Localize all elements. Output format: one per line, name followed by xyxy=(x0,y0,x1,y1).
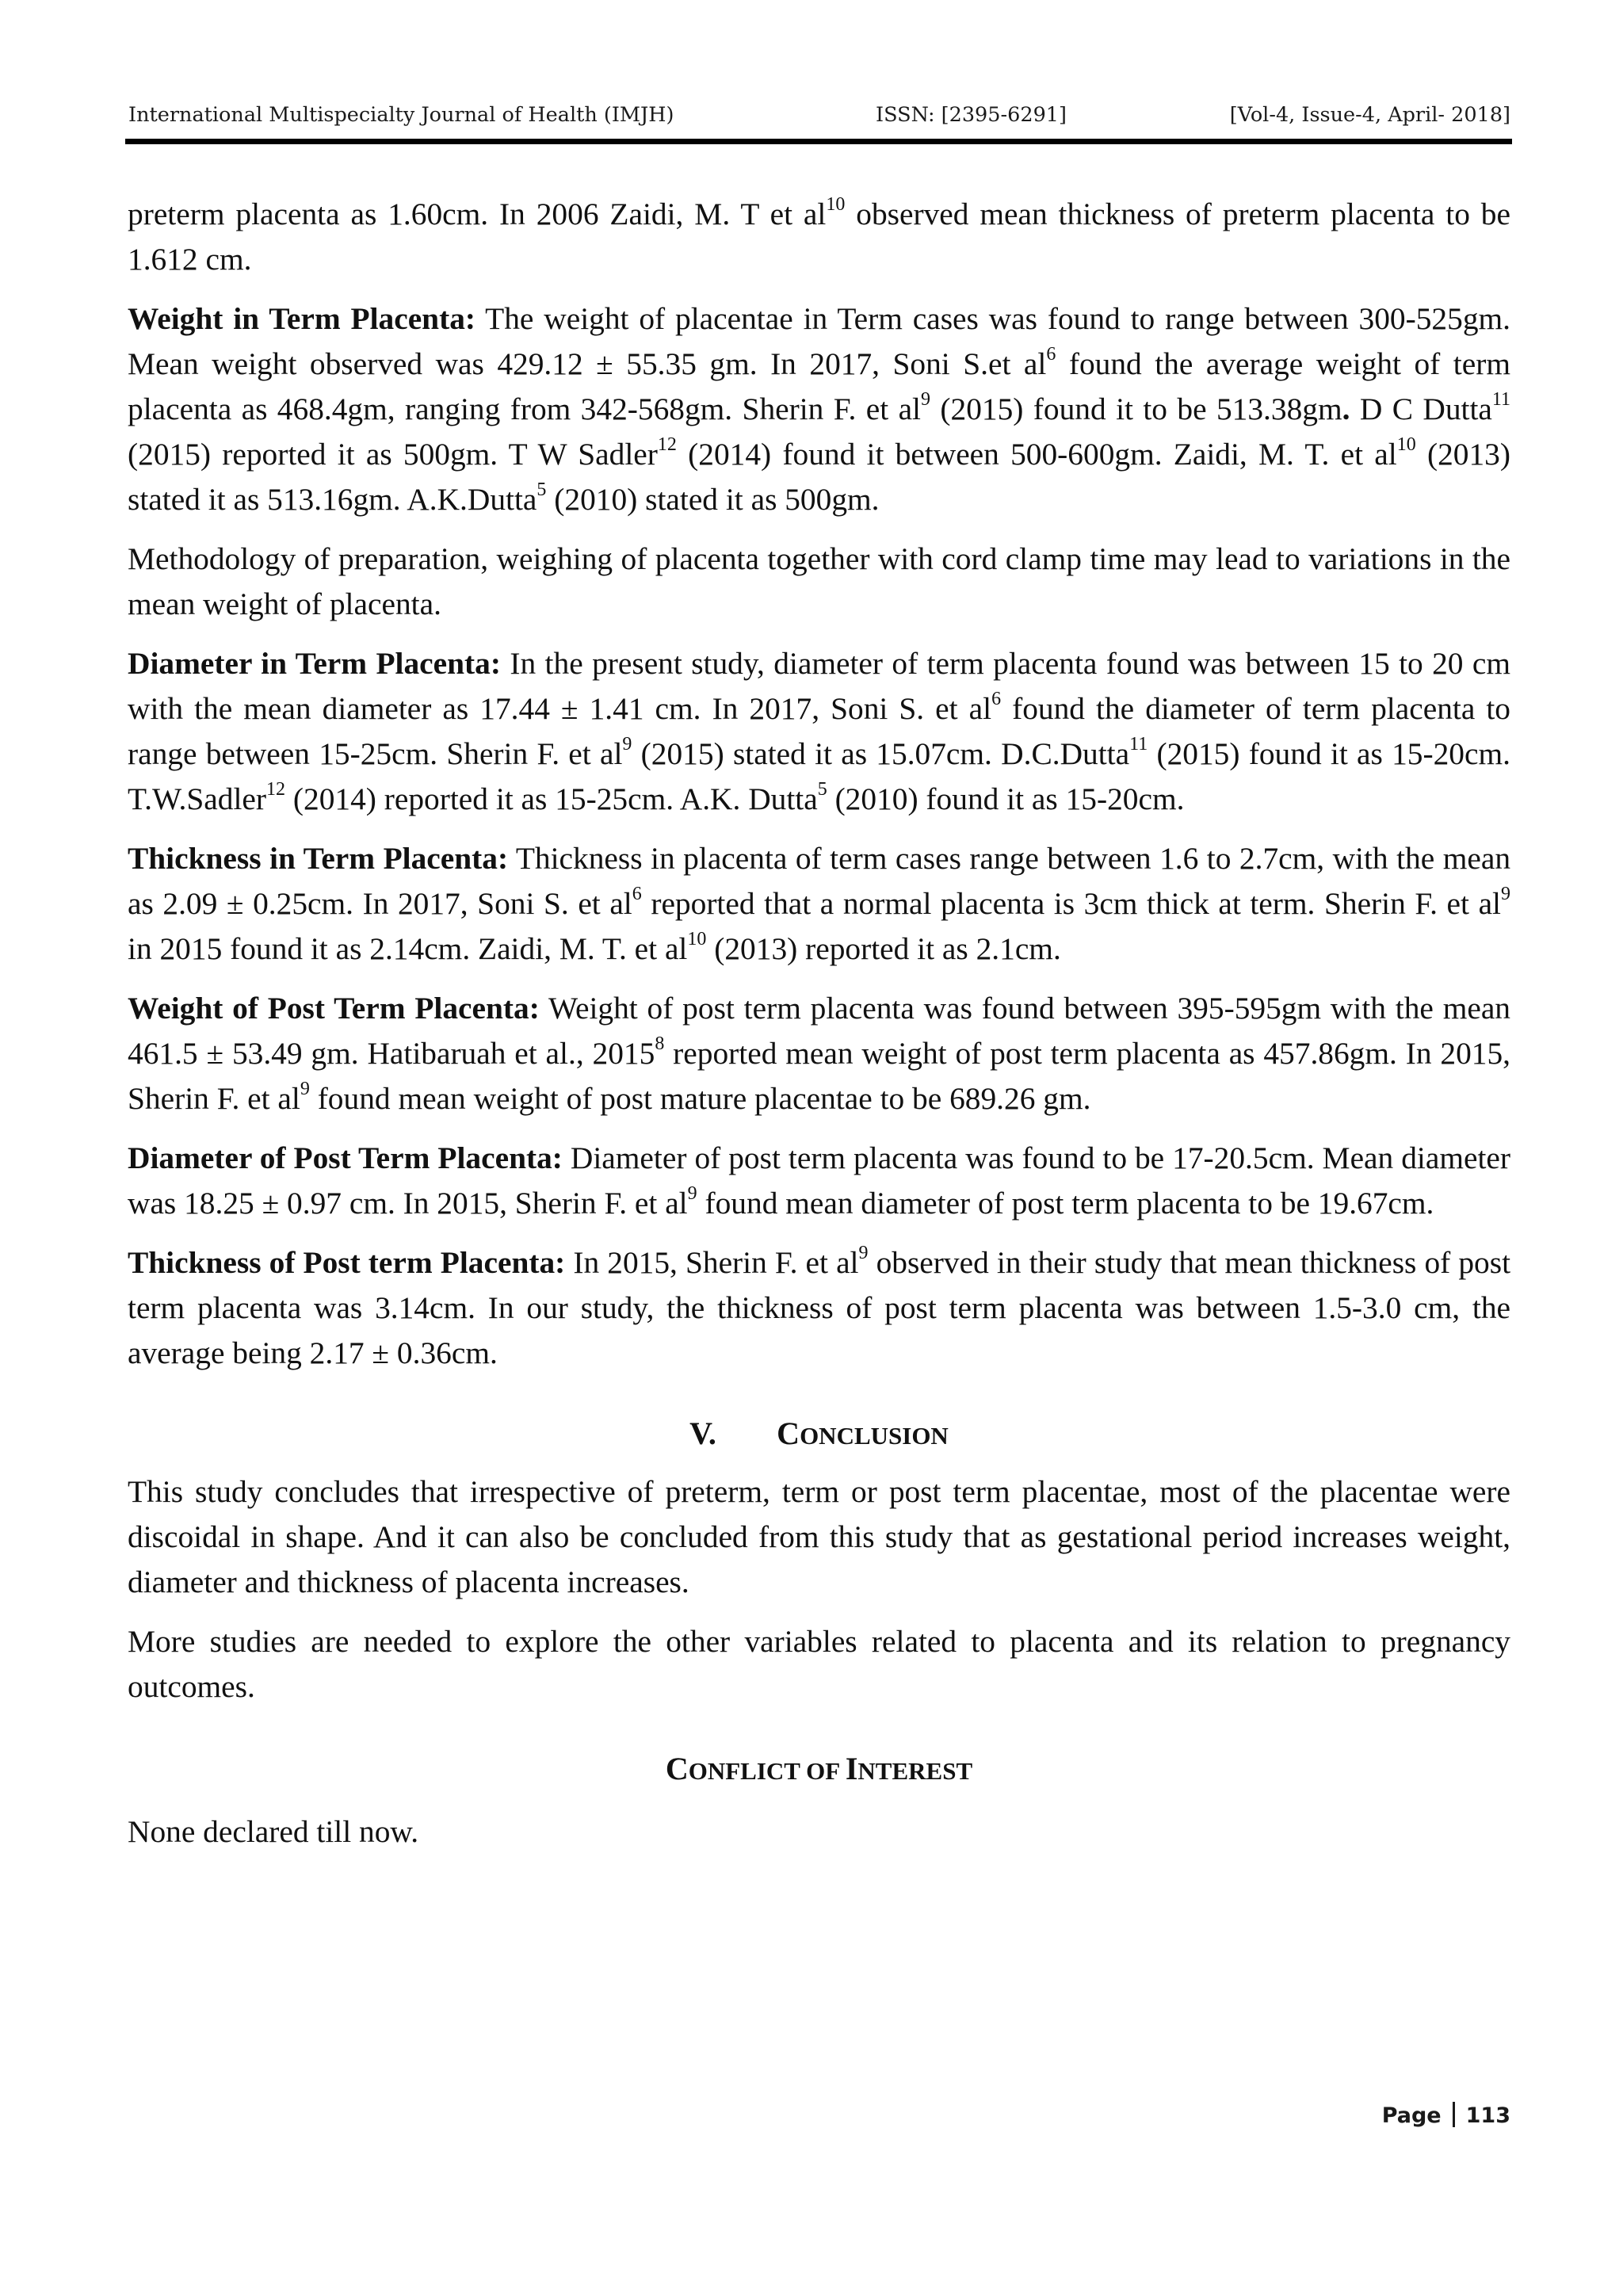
paragraph-lead: Weight of Post Term Placenta: xyxy=(128,991,540,1026)
paragraph-thickness-term: Thickness in Term Placenta: Thickness in placenta of term cases range between 1.6 to 2.7cm, with the mean as 2.09 ± 0.25cm. In 2017, Soni S. et $al^6$ reported that a normal placenta is 3cm thick at term. Sherin F. et $al^9$ in 2015 found it as 2.14cm. Zaidi, M. T. et $al^{10}$ (2013) reported it as 2.1cm. xyxy=(128,841,1511,966)
section-heading-conflict: CONFLICT OF INTEREST xyxy=(665,1751,973,1786)
page-number: 113 xyxy=(1465,2103,1510,2128)
citation: 5 xyxy=(817,778,827,800)
paragraph-conclusion-1: This study concludes that irrespective of preterm, term or post term placentae, most of the placentae were discoidal in shape. And it can also be concluded from this study that as gestational period increases weight, diameter and thickness of placenta increases. xyxy=(128,1474,1510,1599)
section-number: V. xyxy=(689,1415,716,1451)
citation: 12 xyxy=(266,778,286,800)
running-header xyxy=(128,97,1510,128)
citation: 10 xyxy=(687,928,707,949)
citation: 5 xyxy=(537,479,547,500)
citation: 6 xyxy=(1046,343,1056,365)
paragraph-lead: Thickness in Term Placenta: xyxy=(128,841,509,876)
paragraph-diameter-post-term: Diameter of Post Term Placenta: Diameter of post term placenta was found to be 17-20.5cm. Mean diameter was 18.25 ± 0.97 cm. In 2015, Sherin F. et $al^9$ found mean diameter of post term placenta to be 19.67cm. xyxy=(128,1140,1511,1221)
citation: 6 xyxy=(991,688,1002,709)
paragraph-preterm-thickness: preterm placenta as 1.60cm. In 2006 Zaidi, M. T et $al^{10}$ observed mean thickness of preterm placenta to be 1.612 cm. xyxy=(128,193,1510,277)
header-rule xyxy=(125,139,1512,144)
paragraph-lead: Weight in Term Placenta: xyxy=(128,301,476,336)
paragraph-methodology: Methodology of preparation, weighing of placenta together with cord clamp time may lead to variations in the mean weight of placenta. xyxy=(128,541,1510,621)
citation: 9 xyxy=(622,733,632,755)
page-footer xyxy=(1382,2102,1510,2128)
paragraph-lead: Thickness of Post term Placenta: xyxy=(128,1245,566,1280)
journal-name: International Multispecialty Journal of Health (IMJH) xyxy=(128,103,674,127)
paragraph-conclusion-2: More studies are needed to explore the other variables related to placenta and its relation to pregnancy outcomes. xyxy=(128,1624,1510,1704)
citation: 8 xyxy=(655,1033,665,1054)
paragraph-weight-post-term: Weight of Post Term Placenta: Weight of post term placenta was found between 395-595gm with the mean 461.5 ± 53.49 gm. Hatibaruah et al., 2015$^8$ reported mean weight of post term placenta as 457.86gm. In 2015, Sherin F. et $al^9$ found mean weight of post mature placentae to be 689.26 gm. xyxy=(128,991,1511,1116)
citation: 9 xyxy=(921,388,930,410)
citation: 12 xyxy=(657,434,677,455)
citation: 11 xyxy=(1491,388,1510,410)
page-label: Page xyxy=(1381,2103,1442,2128)
paragraph-lead: Diameter of Post Term Placenta: xyxy=(128,1140,563,1175)
citation: 9 xyxy=(1501,883,1510,904)
citation: 10 xyxy=(1396,434,1416,455)
paragraph-weight-term: Weight in Term Placenta: The weight of placentae in Term cases was found to range between 300-525gm. Mean weight observed was 429.12 ± 55.35 gm. In 2017, Soni S.et $al^6$ found the average weight of term placenta as 468.4gm, ranging from 342-568gm. Sherin F. et $al^9$ (2015) found it to be 513.38gm. D C Dutta$^{11}$ (2015) reported it as 500gm. T W Sadler$^{12}$ (2014) found it between 500-600gm. Zaidi, M. T. et $al^{10}$ (2013) stated it as 513.16gm. A.K.Dutta$^5$ (2010) stated it as 500gm. xyxy=(128,301,1510,517)
issn: ISSN: [2395-6291] xyxy=(876,103,1067,127)
section-heading-conclusion: V. CONCLUSION xyxy=(128,1411,1510,1458)
paragraph-diameter-term: Diameter in Term Placenta: In the present study, diameter of term placenta found was between 15 to 20 cm with the mean diameter as 17.44 ± 1.41 cm. In 2017, Soni S. et $al^6$ found the diameter of term placenta to range between 15-25cm. Sherin F. et $al^9$ (2015) stated it as 15.07cm. D.C.Dutta$^{11}$ (2015) found it as 15-20cm. T.W.Sadler$^{12}$ (2014) reported it as 15-25cm. A.K. Dutta$^5$ (2010) found it as 15-20cm. xyxy=(128,646,1511,816)
citation: 11 xyxy=(1129,733,1148,755)
citation: 9 xyxy=(687,1182,697,1204)
footer-separator xyxy=(1453,2102,1455,2127)
citation: 9 xyxy=(858,1242,869,1263)
citation: 10 xyxy=(826,193,846,215)
citation: 6 xyxy=(632,883,642,904)
citation: 9 xyxy=(300,1078,310,1099)
article-body xyxy=(128,192,1510,1869)
paragraph-thickness-post-term: Thickness of Post term Placenta: In 2015, Sherin F. et $al^9$ observed in their study that mean thickness of post term placenta was 3.14cm. In our study, the thickness of post term placenta was between 1.5-3.0 cm, the average being 2.17 ± 0.36cm. xyxy=(128,1242,1511,1370)
volume-issue: [Vol-4, Issue-4, April- 2018] xyxy=(1229,103,1510,127)
paragraph-lead: Diameter in Term Placenta: xyxy=(128,646,501,681)
paragraph-conflict: None declared till now. xyxy=(128,1814,419,1849)
